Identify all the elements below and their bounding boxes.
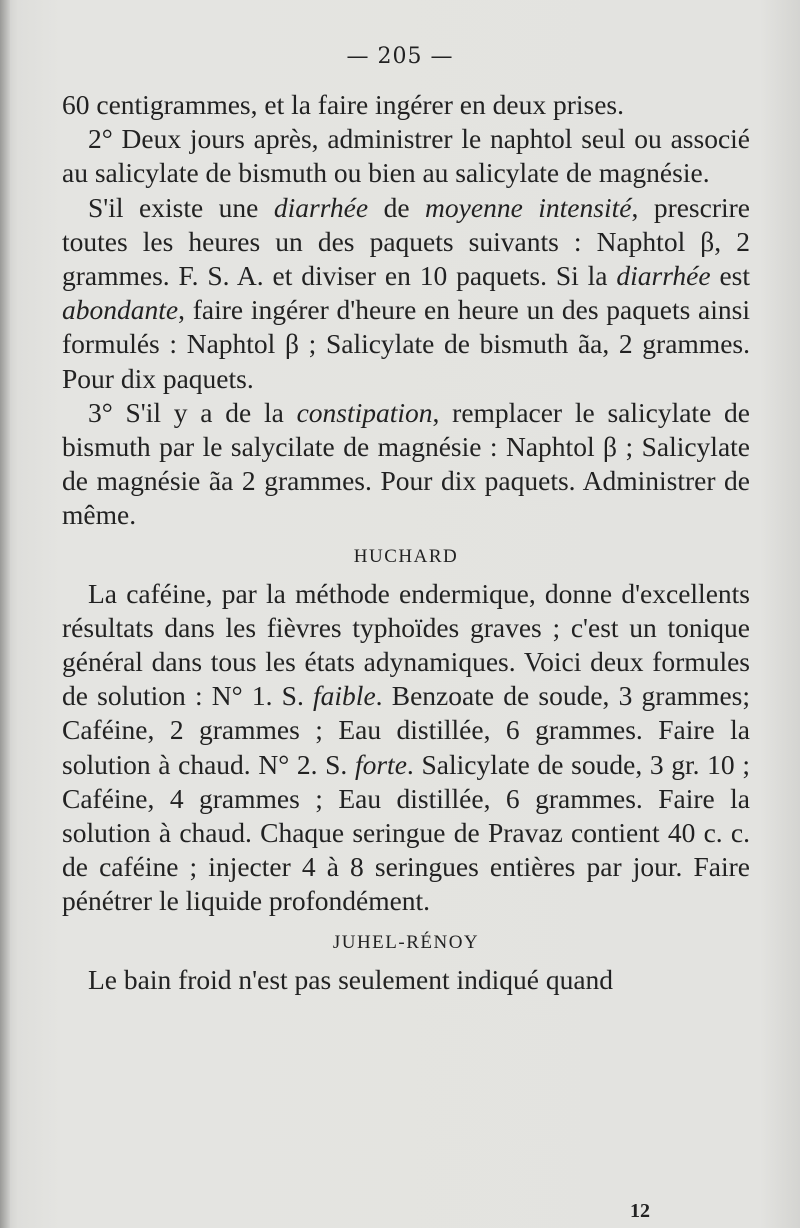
text-run: 3° S'il y a de la [88, 396, 297, 428]
page-body [62, 88, 750, 997]
text-run: . Benzoate de soude, 3 grammes; Caféine, 2 grammes ; Eau distillée, 6 grammes. Faire la solution à chaud. N° 2. S. [62, 680, 750, 780]
italic-term: diarrhée [616, 260, 711, 292]
text-run: S'il existe une [88, 191, 274, 223]
text-run: La caféine, par la méthode endermique, donne d'excellents résultats dans les fièvres typhoïdes graves ; c'est un tonique général dans tous les états adynamiques. Voici deux formules de solution : N° 1. S. [62, 577, 750, 712]
paragraph-diarrhee [62, 191, 750, 396]
section-heading-juhel-renoy: JUHEL-RÉNOY [332, 931, 480, 953]
page-number: — 205 — [346, 44, 454, 69]
page-binding-shadow [0, 0, 10, 1228]
signature-mark: 12 [630, 1200, 650, 1222]
paragraph-step-3 [62, 396, 750, 533]
italic-term: constipation [296, 396, 433, 428]
paragraph-continuation: 60 centigrammes, et la faire ingérer en deux prises. [62, 89, 624, 120]
italic-term: faible [313, 680, 376, 712]
text-run: est [710, 260, 750, 292]
paragraph-step-2: 2° Deux jours après, administrer le naphtol seul ou associé au salicylate de bismuth ou bien au salicylate de magnésie. [62, 123, 750, 189]
paragraph-cafeine [62, 577, 750, 919]
text-run: . Salicylate de soude, 3 gr. 10 ; Caféine, 4 grammes ; Eau distillée, 6 grammes. Faire la solution à chaud. Chaque seringue de Pravaz contient 40 c. c. de caféine ; injecter 4 à 8 seringues entières par jour. Faire pénétrer le liquide profondément. [62, 748, 750, 917]
text-run: , remplacer le salicylate de bismuth par le salycilate de magnésie : Naphtol β ; Salicylate de magnésie ãa 2 grammes. Pour dix paquets. Administrer de même. [62, 396, 750, 531]
text-run: , prescrire toutes les heures un des paquets suivants : Naphtol β, 2 grammes. F. S. A. et diviser en 10 paquets. Si la [62, 191, 751, 292]
italic-term: abondante [62, 294, 179, 326]
section-heading-huchard: HUCHARD [353, 545, 459, 567]
italic-term: moyenne intensité [425, 191, 632, 223]
italic-term: forte [354, 748, 407, 780]
text-run: , faire ingérer d'heure en heure un des paquets ainsi formulés : Naphtol β ; Salicylate de bismuth ãa, 2 grammes. Pour dix paquets. [62, 294, 750, 394]
text-run: de [368, 191, 426, 223]
paragraph-bain-froid: Le bain froid n'est pas seulement indiqué quand [88, 963, 614, 995]
italic-term: diarrhée [273, 191, 369, 223]
